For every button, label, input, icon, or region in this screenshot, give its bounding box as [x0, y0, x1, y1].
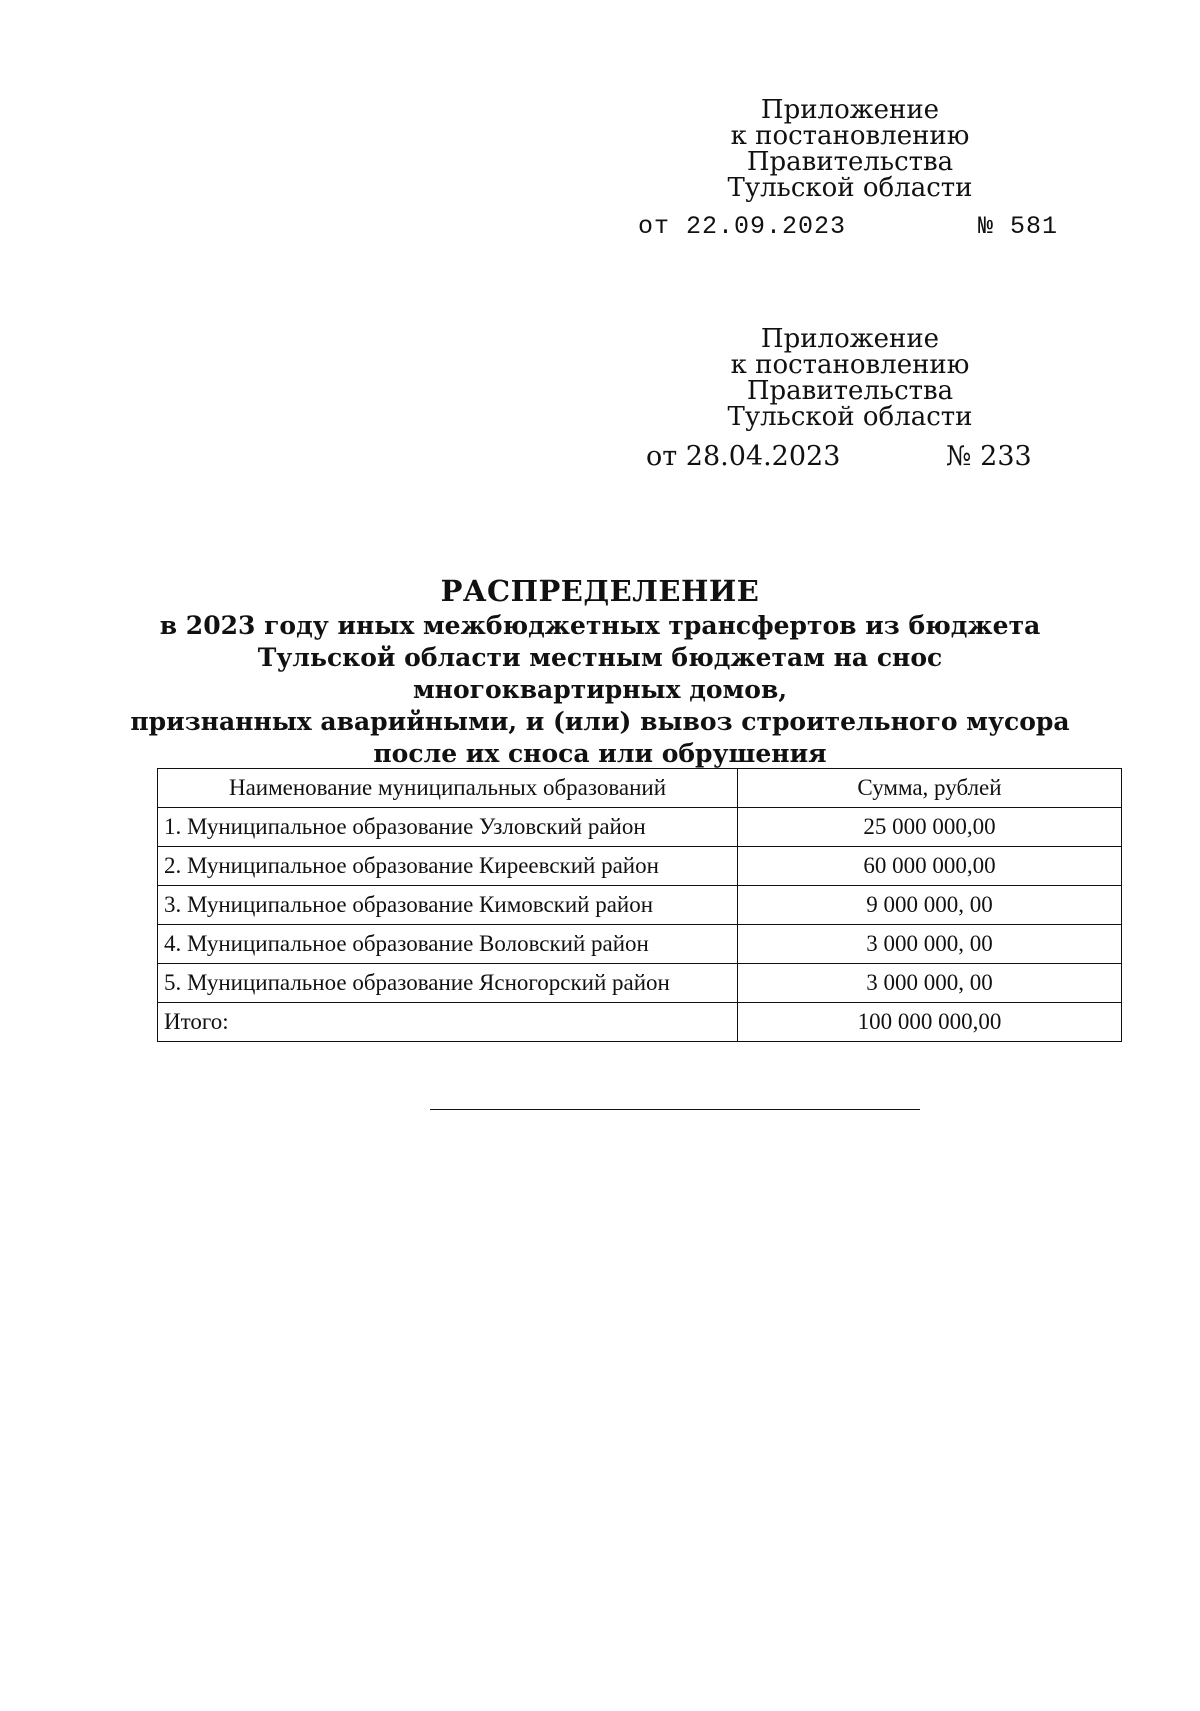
total-sum: 100 000 000,00: [738, 1003, 1122, 1042]
column-header-name: Наименование муниципальных образований: [158, 769, 738, 808]
municipality-name: 1. Муниципальное образование Узловский район: [158, 808, 738, 847]
appendix-line: Приложение: [760, 95, 940, 125]
appendix-line: Тульской области: [727, 173, 973, 203]
date-label: от: [646, 441, 678, 472]
title-line: после их сноса или обрушения: [373, 739, 827, 768]
appendix-line: Приложение: [760, 324, 940, 354]
municipality-name: 3. Муниципальное образование Кимовский район: [158, 886, 738, 925]
number-label: №: [946, 441, 972, 472]
date-value: 28.04.2023: [685, 441, 841, 472]
title-line: в 2023 году иных межбюджетных трансфертов из бюджета: [159, 611, 1041, 640]
document-title: [130, 572, 1070, 770]
number-value: 581: [1010, 212, 1059, 241]
appendix-header-current: [640, 97, 1060, 201]
title-line: Тульской области местным бюджетам на снос многоквартирных домов,: [257, 643, 943, 704]
date-previous: [646, 441, 840, 472]
municipality-sum: 25 000 000,00: [738, 808, 1122, 847]
table-row: [158, 847, 1122, 886]
date-value: 22.09.2023: [686, 212, 847, 241]
table-header-row: [158, 769, 1122, 808]
number-label: №: [978, 212, 995, 241]
title-heading: РАСПРЕДЕЛЕНИЕ: [440, 574, 760, 608]
appendix-line: к постановлению Правительства: [730, 121, 970, 177]
number-current: [978, 212, 1058, 241]
municipality-name: 2. Муниципальное образование Киреевский район: [158, 847, 738, 886]
date-current: [638, 212, 846, 241]
appendix-line: Тульской области: [727, 402, 973, 432]
date-label: от: [638, 212, 671, 241]
municipality-sum: 3 000 000, 00: [738, 925, 1122, 964]
title-line: признанных аварийными, и (или) вывоз строительного мусора: [130, 707, 1070, 736]
appendix-header-previous: [640, 326, 1060, 430]
table-row: [158, 808, 1122, 847]
table-row: [158, 925, 1122, 964]
municipality-sum: 60 000 000,00: [738, 847, 1122, 886]
distribution-table: [157, 768, 1122, 1042]
municipality-sum: 3 000 000, 00: [738, 964, 1122, 1003]
table-row: [158, 964, 1122, 1003]
municipality-name: 5. Муниципальное образование Ясногорский район: [158, 964, 738, 1003]
closing-divider: [430, 1109, 920, 1110]
table-row: [158, 886, 1122, 925]
column-header-sum: Сумма, рублей: [738, 769, 1122, 808]
municipality-name: 4. Муниципальное образование Воловский район: [158, 925, 738, 964]
table-total-row: [158, 1003, 1122, 1042]
number-previous: [946, 441, 1032, 472]
appendix-line: к постановлению Правительства: [730, 350, 970, 406]
total-label: Итого:: [158, 1003, 738, 1042]
municipality-sum: 9 000 000, 00: [738, 886, 1122, 925]
number-value: 233: [980, 441, 1032, 472]
